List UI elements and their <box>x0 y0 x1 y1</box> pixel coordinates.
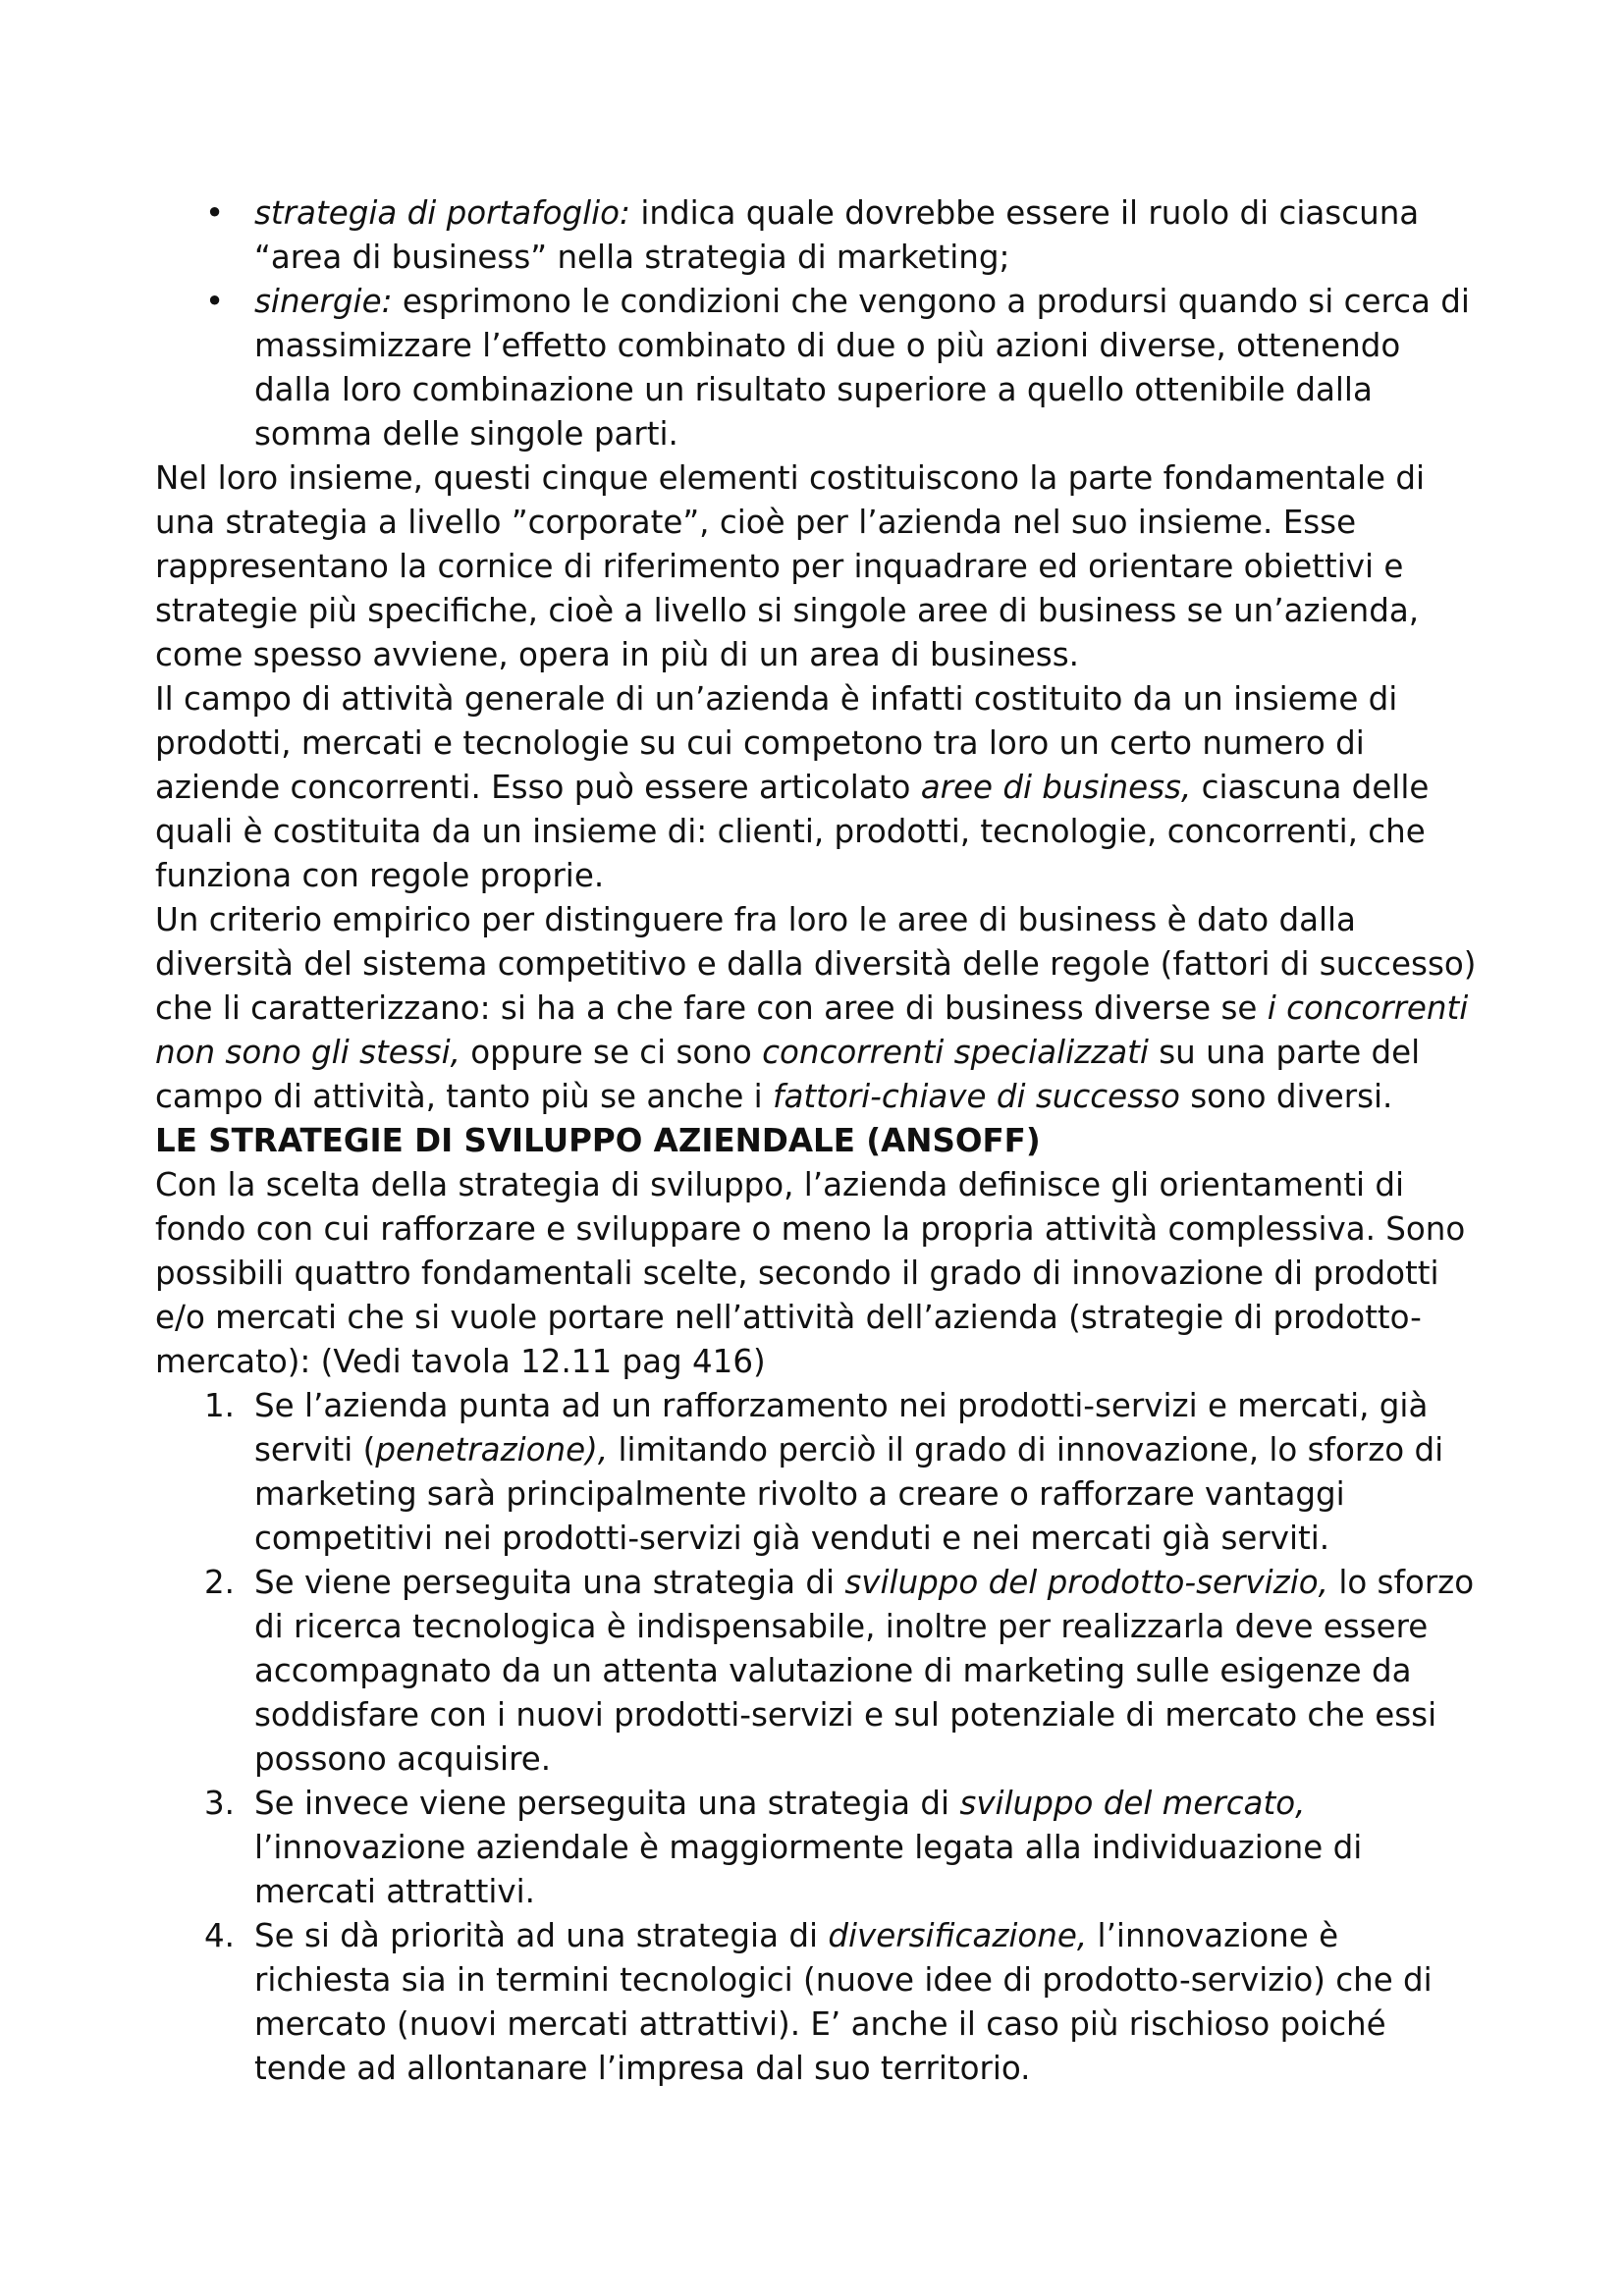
numbered-list <box>155 1384 1481 2091</box>
numbered-item-penetrazione <box>155 1384 1481 1561</box>
bullet-text: esprimono le condizioni che vengono a prodursi quando si cerca di massimizzare l’effetto combinato di due o più azioni diverse, ottenendo dalla loro combinazione un risultato superiore a quello ottenibile dalla somma delle singole parti. <box>254 283 1470 453</box>
bullet-text: indica quale dovrebbe essere il ruolo di ciascuna “area di business” nella strategia di marketing; <box>254 194 1420 276</box>
paragraph-intro-sviluppo: Con la scelta della strategia di sviluppo, l’azienda definisce gli orientamenti di fondo con cui rafforzare e sviluppare o meno la propria attività complessiva. Sono possibili quattro fondamentali scelte, secondo il grado di innovazione di prodotti e/o mercati che si vuole portare nell’attività dell’azienda (strategie di prodotto-mercato): (Vedi tavola 12.11 pag 416) <box>155 1166 1466 1380</box>
number-marker: 2. <box>204 1564 236 1601</box>
number-marker: 4. <box>204 1917 236 1954</box>
italic-span: penetrazione), <box>375 1431 609 1468</box>
italic-span: aree di business, <box>920 769 1192 806</box>
numbered-item-sviluppo-prodotto <box>155 1561 1481 1782</box>
text-span: sono diversi. <box>1179 1078 1393 1115</box>
text-span: l’innovazione aziendale è maggiormente legata alla individuazione di mercati attrattivi. <box>254 1829 1363 1910</box>
text-span: Se l’azienda punta ad un rafforzamento nei prodotti-servizi e mercati, già serviti ( <box>254 1387 1429 1468</box>
bullet-marker: • <box>205 283 225 320</box>
paragraph-corporate: Nel loro insieme, questi cinque elementi costituiscono la parte fondamentale di una strategia a livello ”corporate”, cioè per l’azienda nel suo insieme. Esse rappresentano la cornice di riferimento per inquadrare ed orientare obiettivi e strategie più specifiche, cioè a livello si singole aree di business se un’azienda, come spesso avviene, opera in più di un area di business. <box>155 459 1426 673</box>
text-span: Il campo di attività generale di un’azienda è infatti costituito da un insieme di prodotti, mercati e tecnologie su cui competono tra loro un certo numero di aziende concorrenti. Esso può essere articolato <box>155 680 1398 806</box>
section-heading: LE STRATEGIE DI SVILUPPO AZIENDALE (ANSOFF) <box>155 1122 1041 1159</box>
paragraph-campo-attivita <box>155 677 1481 898</box>
document-page <box>155 191 1481 2091</box>
text-span: l’innovazione è richiesta sia in termini tecnologici (nuove idee di prodotto-servizio) che di mercato (nuovi mercati attrattivi). E’ anche il caso più rischioso poiché tende ad allontanare l’impresa dal suo territorio. <box>254 1917 1433 2087</box>
text-span: lo sforzo di ricerca tecnologica è indispensabile, inoltre per realizzarla deve essere accompagnato da un attenta valutazione di marketing sulle esigenze da soddisfare con i nuovi prodotti-servizi e sul potenziale di mercato che essi possono acquisire. <box>254 1564 1475 1778</box>
bullet-item-sinergie <box>155 280 1481 456</box>
bullet-item-portafoglio <box>155 191 1481 280</box>
text-span: su una parte del campo di attività, tanto più se anche i <box>155 1034 1421 1115</box>
italic-span: concorrenti specializzati <box>762 1034 1149 1071</box>
italic-span: diversificazione, <box>828 1917 1088 1954</box>
bullet-term: strategia di portafoglio: <box>254 194 630 232</box>
text-span: ciascuna delle quali è costituita da un insieme di: clienti, prodotti, tecnologie, concorrenti, che funziona con regole proprie. <box>155 769 1430 894</box>
text-span: Se si dà priorità ad una strategia di <box>254 1917 829 1954</box>
italic-span: fattori-chiave di successo <box>773 1078 1180 1115</box>
italic-span: sviluppo del prodotto-servizio, <box>844 1564 1328 1601</box>
numbered-item-diversificazione <box>155 1914 1481 2091</box>
italic-span: i concorrenti non sono gli stessi, <box>155 989 1469 1071</box>
bullet-list <box>155 191 1481 456</box>
number-marker: 3. <box>204 1785 236 1822</box>
text-span: oppure se ci sono <box>460 1034 763 1071</box>
text-span: limitando perciò il grado di innovazione, lo sforzo di marketing sarà principalmente rivolto a creare o rafforzare vantaggi competitivi nei prodotti-servizi già venduti e nei mercati già serviti. <box>254 1431 1444 1557</box>
text-span: Un criterio empirico per distinguere fra loro le aree di business è dato dalla diversità del sistema competitivo e dalla diversità delle regole (fattori di successo) che li caratterizzano: si ha a che fare con aree di business diverse se <box>155 901 1477 1027</box>
text-span: Se viene perseguita una strategia di <box>254 1564 845 1601</box>
paragraph-criterio-empirico <box>155 898 1481 1119</box>
bullet-term: sinergie: <box>254 283 393 320</box>
number-marker: 1. <box>204 1387 236 1424</box>
text-span: Se invece viene perseguita una strategia di <box>254 1785 960 1822</box>
numbered-item-sviluppo-mercato <box>155 1782 1481 1914</box>
bullet-marker: • <box>205 194 225 232</box>
italic-span: sviluppo del mercato, <box>959 1785 1306 1822</box>
